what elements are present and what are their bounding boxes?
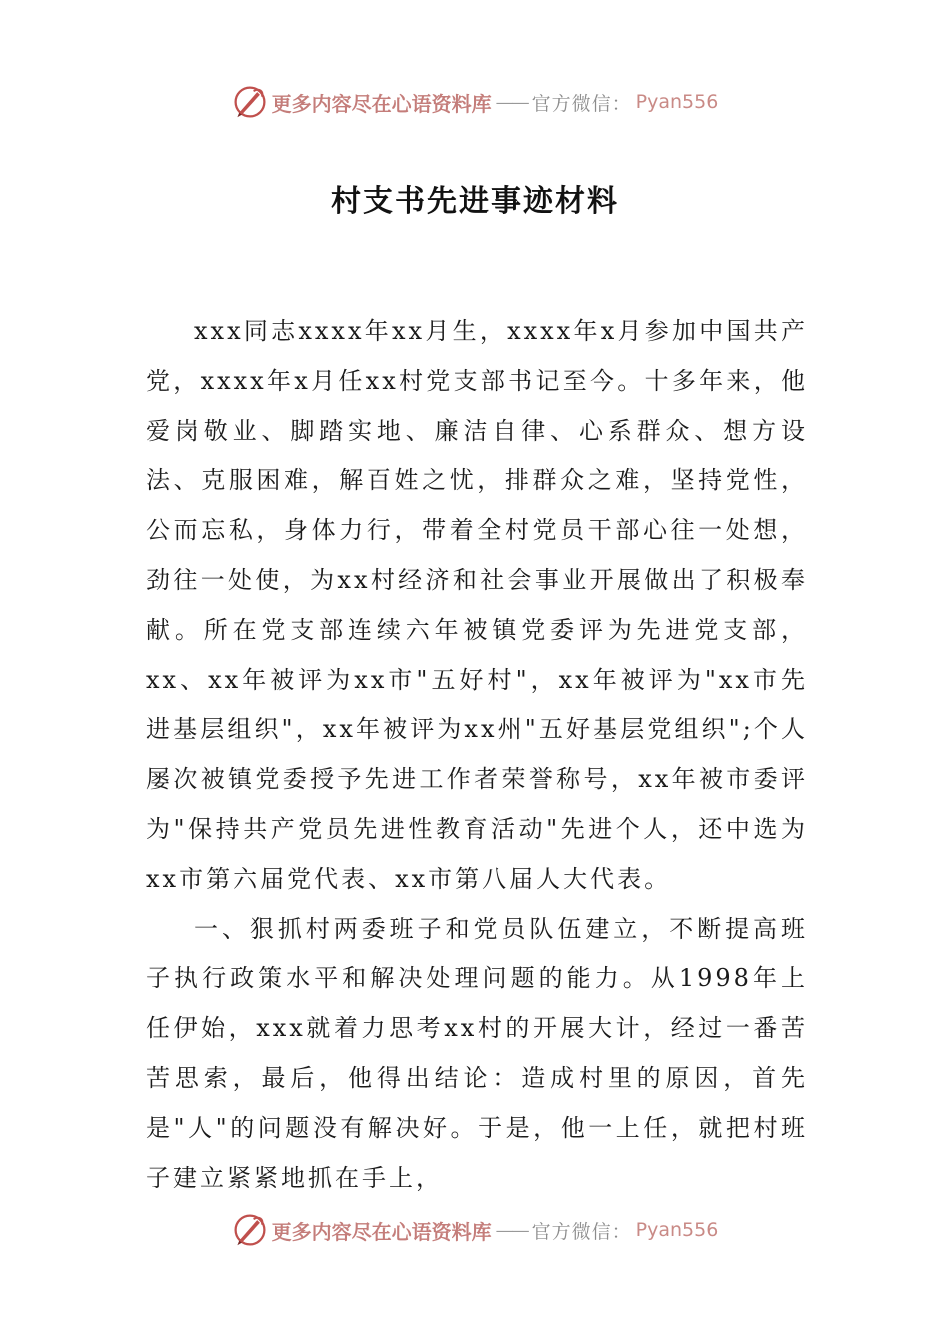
watermark-dash: —— [495, 1219, 528, 1241]
watermark-wechat-id: Pyan556 [635, 1219, 719, 1241]
watermark-official-label: 官方微信： [531, 1220, 632, 1243]
header-watermark [0, 82, 950, 122]
watermark-wechat-id: Pyan556 [635, 91, 719, 113]
watermark-dash: —— [495, 91, 528, 113]
paragraph-intro: xxx同志xxxx年xx月生，xxxx年x月参加中国共产党，xxxx年x月任xx村党支部书记至今。十多年来，他爱岗敬业、脚踏实地、廉洁自律、心系群众、想方设法、克服困难，解百姓之忧，排群众之难，坚持党性，公而忘私，身体力行，带着全村党员干部心往一处想，劲往一处使，为xx村经济和社会事业开展做出了积极奉献。所在党支部连续六年被镇党委评为先进党支部，xx、xx年被评为xx市"五好村"，xx年被评为"xx市先进基层组织"，xx年被评为xx州"五好基层党组织";个人屡次被镇党委授予先进工作者荣誉称号，xx年被市委评为"保持共产党员先进性教育活动"先进个人，还中选为xx市第六届党代表、xx市第八届人大代表。 [146, 317, 808, 893]
footer-watermark [0, 1210, 950, 1250]
paragraph-section-one: 一、狠抓村两委班子和党员队伍建立，不断提高班子执行政策水平和解决处理问题的能力。从1998年上任伊始，xxx就着力思考xx村的开展大计，经过一番苦苦思索，最后，他得出结论：造成村里的原因，首先是"人"的问题没有解决好。于是，他一上任，就把村班子建立紧紧地抓在手上， [146, 914, 808, 1192]
watermark-brand: 更多内容尽在心语资料库 [271, 1219, 492, 1244]
document-body [146, 307, 808, 1203]
document-title: 村支书先进事迹材料 [331, 184, 619, 219]
pen-logo-icon [232, 1212, 268, 1248]
watermark-official-label: 官方微信： [531, 92, 632, 115]
pen-logo-icon [232, 84, 268, 120]
watermark-brand: 更多内容尽在心语资料库 [271, 91, 492, 116]
